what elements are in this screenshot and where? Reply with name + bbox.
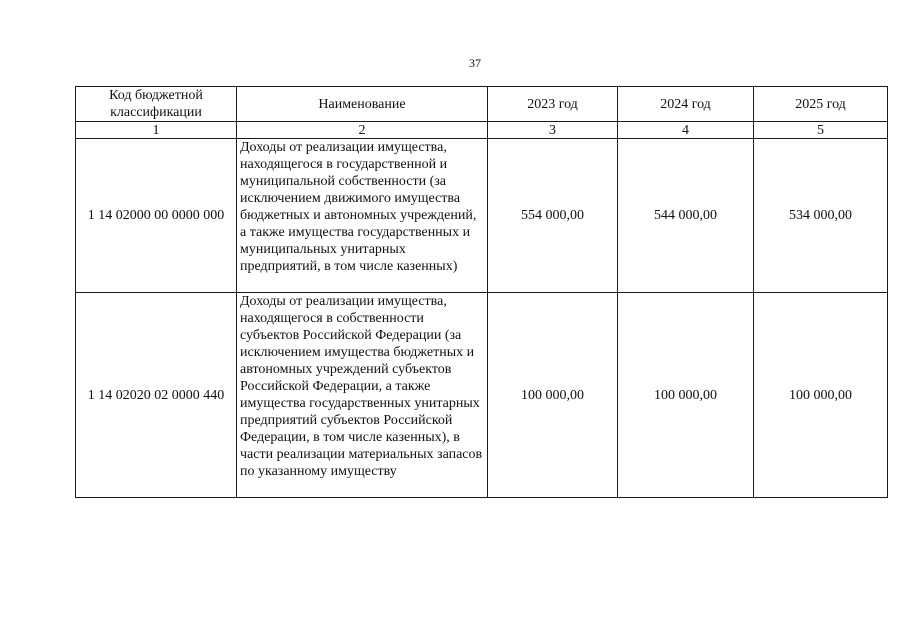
budget-code-cell: 1 14 02000 00 0000 000: [76, 139, 237, 293]
table-header-row: [76, 87, 888, 122]
column-number: 2: [237, 122, 488, 139]
value-2024-cell: 100 000,00: [618, 293, 754, 498]
value-2023-cell: 554 000,00: [488, 139, 618, 293]
header-code: Код бюджетной классификации: [76, 87, 237, 122]
budget-code-cell: 1 14 02020 02 0000 440: [76, 293, 237, 498]
page-number: 37: [469, 56, 481, 70]
value-2024-cell: 544 000,00: [618, 139, 754, 293]
item-name-cell: Доходы от реализации имущества, находящегося в государственной и муниципальной собственности (за исключением движимого имущества бюджетных и автономных учреждений, а также имущества государственных и муниципальных унитарных предприятий, в том числе казенных): [237, 139, 488, 293]
column-number: 4: [618, 122, 754, 139]
column-number: 3: [488, 122, 618, 139]
value-2023-cell: 100 000,00: [488, 293, 618, 498]
table-row: [76, 293, 888, 498]
column-number: 1: [76, 122, 237, 139]
item-name-cell: Доходы от реализации имущества, находящегося в собственности субъектов Российской Федерации (за исключением имущества бюджетных и автономных учреждений субъектов Российской Федерации, а также имущества государственных унитарных предприятий субъектов Российской Федерации, в том числе казенных), в части реализации материальных запасов по указанному имуществу: [237, 293, 488, 498]
header-name: Наименование: [237, 87, 488, 122]
budget-revenue-table: [75, 86, 888, 498]
header-2025: 2025 год: [754, 87, 888, 122]
header-2023: 2023 год: [488, 87, 618, 122]
value-2025-cell: 534 000,00: [754, 139, 888, 293]
column-number: 5: [754, 122, 888, 139]
value-2025-cell: 100 000,00: [754, 293, 888, 498]
table-row: [76, 139, 888, 293]
header-2024: 2024 год: [618, 87, 754, 122]
column-number-row: [76, 122, 888, 139]
